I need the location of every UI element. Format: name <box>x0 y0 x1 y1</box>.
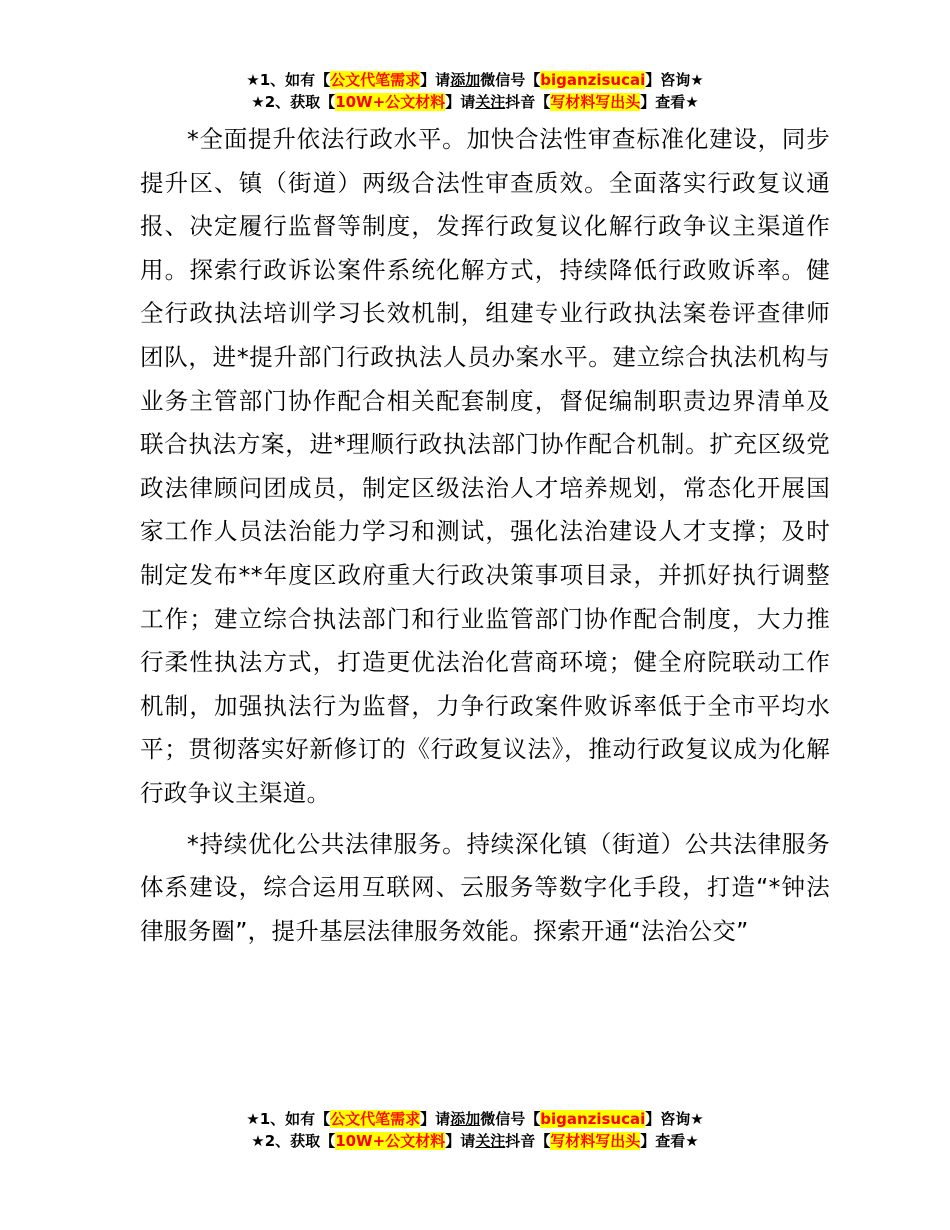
douyin-account-highlight: 写材料写出头 <box>550 93 641 111</box>
header-line-2-suffix: 】查看★ <box>640 93 699 111</box>
header-line-2 <box>0 91 950 113</box>
add-underline: 添加 <box>450 71 481 89</box>
header-line-1-mid2: 微信号【 <box>480 71 541 89</box>
header-line-1-suffix: 】咨询★ <box>645 71 704 89</box>
header-line-2-mid2: 抖音【 <box>505 93 551 111</box>
header-banner <box>0 69 950 113</box>
service-highlight: 公文代笔需求 <box>330 71 421 89</box>
douyin-account-highlight: 写材料写出头 <box>550 1132 641 1150</box>
header-line-2-prefix: ★2、获取【 <box>251 93 336 111</box>
add-underline: 添加 <box>450 1110 481 1128</box>
footer-line-2-mid1: 】请 <box>445 1132 476 1150</box>
materials-highlight: 10W+公文材料 <box>335 93 446 111</box>
footer-line-2-mid2: 抖音【 <box>505 1132 551 1150</box>
footer-line-1-mid2: 微信号【 <box>480 1110 541 1128</box>
header-line-2-mid1: 】请 <box>445 93 476 111</box>
footer-line-2-prefix: ★2、获取【 <box>251 1132 336 1150</box>
footer-line-2-suffix: 】查看★ <box>640 1132 699 1150</box>
follow-underline: 关注 <box>475 1132 506 1150</box>
service-highlight: 公文代笔需求 <box>330 1110 421 1128</box>
paragraph-legal-services: *持续优化公共法律服务。持续深化镇（街道）公共法律服务体系建设，综合运用互联网、云服务等数字化手段，打造“*钟法律服务圈”，提升基层法律服务效能。探索开通“法治公交” <box>140 829 830 945</box>
wechat-id-highlight: biganzisucai <box>540 1110 646 1128</box>
paragraph-rule-of-law: *全面提升依法行政水平。加快合法性审查标准化建设，同步提升区、镇（街道）两级合法性审查质效。全面落实行政复议通报、决定履行监督等制度，发挥行政复议化解行政争议主渠道作用。探索行政诉讼案件系统化解方式，持续降低行政败诉率。健全行政执法培训学习长效机制，组建专业行政执法案卷评查律师团队，进*提升部门行政执法人员办案水平。建立综合执法机构与业务主管部门协作配合相关配套制度，督促编制职责边界清单及联合执法方案，进*理顺行政执法部门协作配合机制。扩充区级党政法律顾问团成员，制定区级法治人才培养规划，常态化开展国家工作人员法治能力学习和测试，强化法治建设人才支撑；及时制定发布**年度区政府重大行政决策事项目录，并抓好执行调整工作；建立综合执法部门和行业监管部门协作配合制度，大力推行柔性执法方式，打造更优法治化营商环境；健全府院联动工作机制，加强执法行为监督，力争行政案件败诉率低于全市平均水平；贯彻落实好新修订的《行政复议法》，推动行政复议成为化解行政争议主渠道。 <box>140 125 830 807</box>
footer-line-1-prefix: ★1、如有【 <box>246 1110 331 1128</box>
follow-underline: 关注 <box>475 93 506 111</box>
header-line-1-prefix: ★1、如有【 <box>246 71 331 89</box>
footer-line-2 <box>0 1130 950 1152</box>
wechat-id-highlight: biganzisucai <box>540 71 646 89</box>
footer-banner <box>0 1108 950 1152</box>
footer-line-1-suffix: 】咨询★ <box>645 1110 704 1128</box>
footer-line-1-mid1: 】请 <box>420 1110 451 1128</box>
header-line-1-mid1: 】请 <box>420 71 451 89</box>
materials-highlight: 10W+公文材料 <box>335 1132 446 1150</box>
footer-line-1 <box>0 1108 950 1130</box>
document-body <box>140 118 830 953</box>
header-line-1 <box>0 69 950 91</box>
